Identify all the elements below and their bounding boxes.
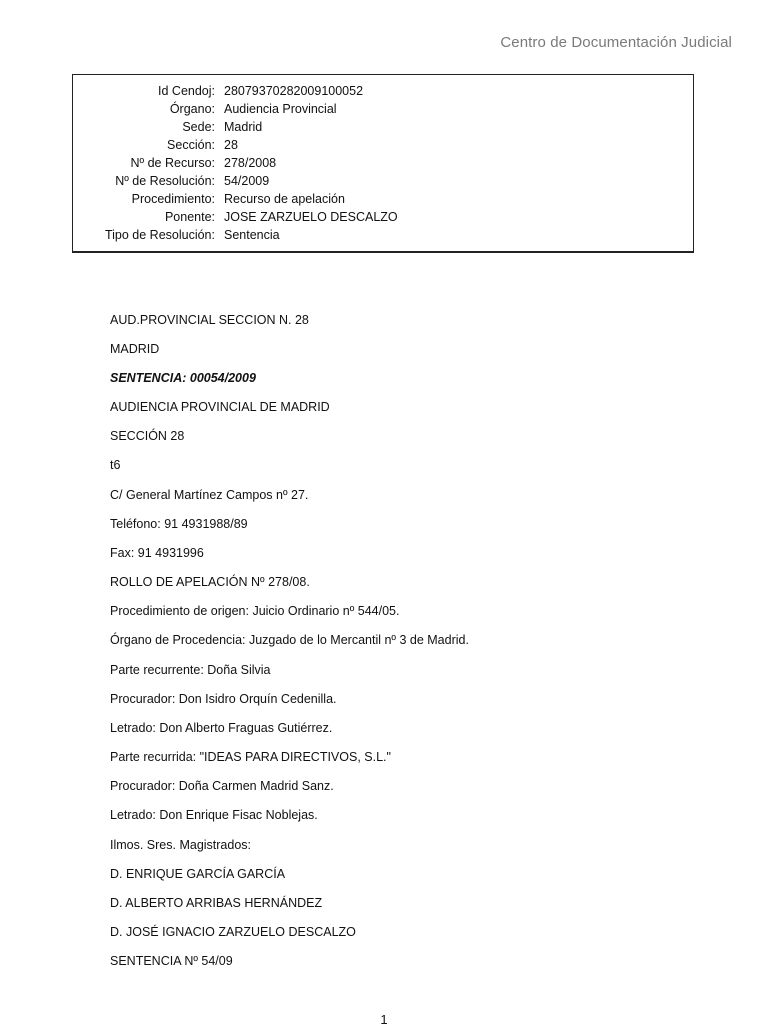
metadata-label: Nº de Resolución: xyxy=(115,174,215,188)
body-line-appellant: Parte recurrente: Doña Silvia xyxy=(110,663,271,677)
metadata-label: Sección: xyxy=(167,138,215,152)
body-line-address: C/ General Martínez Campos nº 27. xyxy=(110,488,309,502)
metadata-row-organo xyxy=(73,100,693,118)
metadata-row-id-cendoj xyxy=(73,82,693,100)
metadata-label: Ponente: xyxy=(164,210,215,224)
metadata-row-resolucion xyxy=(73,172,693,190)
body-line-appellant-procurador: Procurador: Don Isidro Orquín Cedenilla. xyxy=(110,692,337,706)
page-header-title: Centro de Documentación Judicial xyxy=(500,34,732,51)
metadata-label: Tipo de Resolución: xyxy=(104,228,215,242)
metadata-row-recurso xyxy=(73,154,693,172)
body-line-magistrate-1: D. ENRIQUE GARCÍA GARCÍA xyxy=(110,867,286,881)
body-line-magistrate-3: D. JOSÉ IGNACIO ZARZUELO DESCALZO xyxy=(110,925,356,939)
metadata-row-procedimiento xyxy=(73,190,693,208)
body-line-court-section: AUD.PROVINCIAL SECCION N. 28 xyxy=(110,313,309,327)
metadata-value: 28079370282009100052 xyxy=(224,84,364,98)
body-line-respondent-lawyer: Letrado: Don Enrique Fisac Noblejas. xyxy=(110,808,318,822)
metadata-value: 28 xyxy=(224,138,238,152)
metadata-row-seccion xyxy=(73,136,693,154)
metadata-label: Nº de Recurso: xyxy=(130,156,215,170)
body-line-sentence-heading: SENTENCIA: 00054/2009 xyxy=(110,371,256,385)
metadata-value: Sentencia xyxy=(224,228,280,242)
body-line-appeal-roll: ROLLO DE APELACIÓN Nº 278/08. xyxy=(110,575,310,589)
body-line-respondent: Parte recurrida: "IDEAS PARA DIRECTIVOS, S.L." xyxy=(110,750,391,764)
metadata-row-ponente xyxy=(73,208,693,226)
body-line-phone: Teléfono: 91 4931988/89 xyxy=(110,517,248,531)
body-line-sentence-number: SENTENCIA Nº 54/09 xyxy=(110,954,233,968)
metadata-value: Recurso de apelación xyxy=(224,192,345,206)
metadata-value: 278/2008 xyxy=(224,156,277,170)
metadata-box xyxy=(72,74,694,253)
metadata-value: Audiencia Provincial xyxy=(224,102,337,116)
metadata-value: 54/2009 xyxy=(224,174,270,188)
body-line-city: MADRID xyxy=(110,342,160,356)
body-line-origin-court: Órgano de Procedencia: Juzgado de lo Mercantil nº 3 de Madrid. xyxy=(110,633,469,647)
body-line-fax: Fax: 91 4931996 xyxy=(110,546,204,560)
body-line-court-name: AUDIENCIA PROVINCIAL DE MADRID xyxy=(110,400,330,414)
body-line-code: t6 xyxy=(110,458,121,472)
page-number: 1 xyxy=(380,1012,388,1027)
body-line-section: SECCIÓN 28 xyxy=(110,429,185,443)
metadata-row-tipo-resolucion xyxy=(73,226,693,244)
metadata-value: JOSE ZARZUELO DESCALZO xyxy=(224,210,398,224)
metadata-row-sede xyxy=(73,118,693,136)
metadata-label: Id Cendoj: xyxy=(158,84,215,98)
body-line-magistrate-2: D. ALBERTO ARRIBAS HERNÁNDEZ xyxy=(110,896,323,910)
body-line-magistrates-heading: Ilmos. Sres. Magistrados: xyxy=(110,838,252,852)
body-line-origin-procedure: Procedimiento de origen: Juicio Ordinario nº 544/05. xyxy=(110,604,400,618)
metadata-value: Madrid xyxy=(224,120,263,134)
metadata-label: Procedimiento: xyxy=(131,192,215,206)
body-line-respondent-procurador: Procurador: Doña Carmen Madrid Sanz. xyxy=(110,779,334,793)
metadata-label: Órgano: xyxy=(169,102,215,116)
body-line-appellant-lawyer: Letrado: Don Alberto Fraguas Gutiérrez. xyxy=(110,721,333,735)
metadata-label: Sede: xyxy=(182,120,215,134)
